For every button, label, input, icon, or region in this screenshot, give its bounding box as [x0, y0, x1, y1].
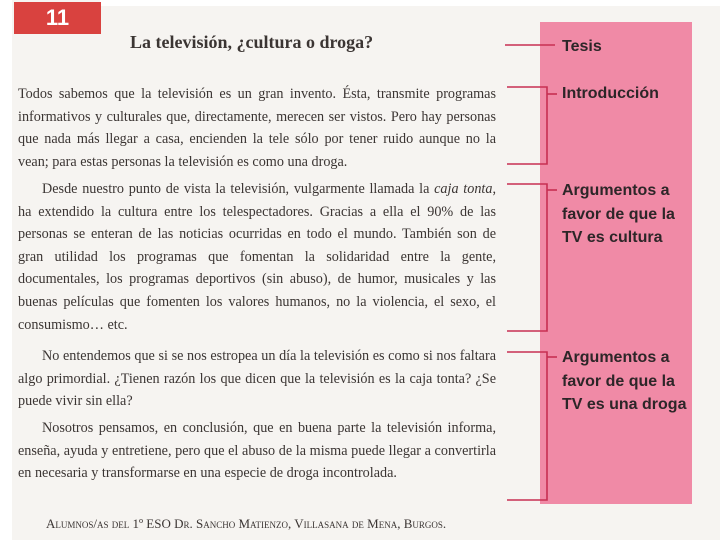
- italic-phrase: caja tonta: [434, 181, 493, 197]
- paragraph-text: Desde nuestro punto de vista la televisión, vulgarmente llamada la: [42, 181, 435, 197]
- label-arguments-drug: Argumentos a favor de que la TV es una droga: [562, 349, 687, 413]
- exercise-number: 11: [45, 5, 70, 30]
- text-title: La televisión, ¿cultura o droga?: [130, 32, 374, 52]
- droga-bracket: [507, 352, 547, 500]
- paragraph-text: , ha extendido la cultura entre los telespectadores. Gracias a ella el 90% de las personas se enteran de las noticias ocurridas en todo el mundo. También son de gran utilidad los programas que fomentan la solidaridad entre la gente, documentales, los programas deportivos (sin abuso), de humor, musicales y las buenas películas que fomenten los valores humanos, no la violencia, el sexo, el consumismo… etc.: [18, 181, 497, 333]
- paragraph-introduction: Todos sabemos que la televisión es un gran invento. Ésta, transmite programas informativos y culturales que, directamente, merecen ser vistos. Pero hay personas que nada más llegar a casa, encienden la tele sólo por tener ruido aunque no la vean; para estas personas la televisión es como una droga.: [18, 86, 496, 170]
- cultura-bracket: [507, 184, 547, 331]
- paragraph-drug-arguments: No entendemos que si se nos estropea un día la televisión es como si nos faltara algo primordial. ¿Tienen razón los que dicen que la televisión es la caja tonta? ¿Se puede vivir sin ella?: [18, 348, 496, 410]
- label-tesis: Tesis: [562, 38, 602, 55]
- label-arguments-culture: Argumentos a favor de que la TV es cultura: [562, 182, 675, 246]
- author-credit: Alumnos/as del 1º ESO Dr. Sancho Matienzo, Villasana de Mena, Burgos.: [46, 516, 447, 531]
- introduccion-bracket: [507, 87, 547, 164]
- label-introduccion: Introducción: [562, 85, 659, 102]
- paragraph-conclusion: Nosotros pensamos, en conclusión, que en buena parte la televisión informa, enseña, ayuda y entretiene, pero que el abuso de la misma puede llegar a convertirla en necesaria y transformarse en una especie de droga incontrolada.: [18, 420, 496, 482]
